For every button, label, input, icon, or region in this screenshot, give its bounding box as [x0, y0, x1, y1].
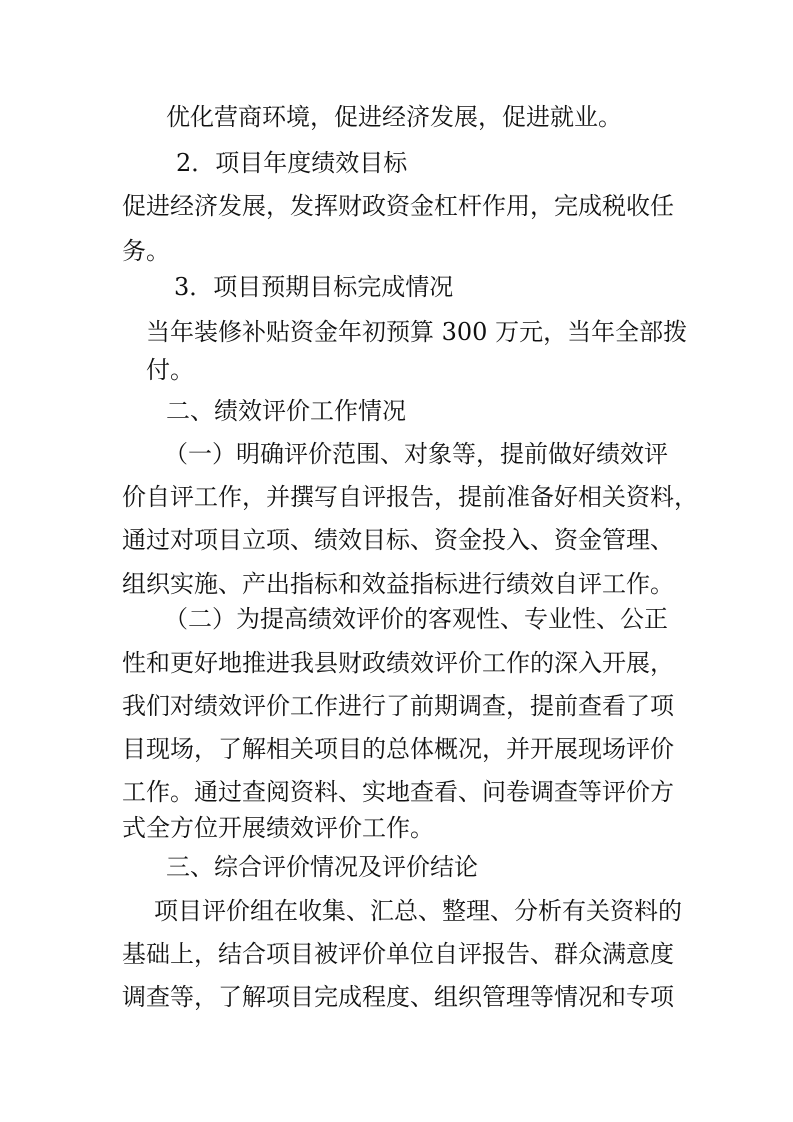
text-line: 优化营商环境，促进经济发展，促进就业。: [166, 103, 622, 131]
text-line: 性和更好地推进我县财政绩效评价工作的深入开展，: [122, 649, 674, 677]
text-line: 当年装修补贴资金年初预算 300 万元，当年全部拨: [146, 318, 688, 346]
text-line: 调查等，了解项目完成程度、组织管理等情况和专项: [122, 983, 674, 1011]
text-line: 目现场，了解相关项目的总体概况，并开展现场评价: [122, 735, 674, 763]
section-heading: 2．项目年度绩效目标: [176, 149, 408, 177]
section-heading: 三、综合评价情况及评价结论: [166, 853, 478, 881]
text-line: 工作。通过查阅资料、实地查看、问卷调查等评价方: [122, 778, 674, 806]
text-line: （一）明确评价范围、对象等，提前做好绩效评: [164, 440, 668, 468]
text-line: 付。: [146, 356, 194, 384]
section-heading: 二、绩效评价工作情况: [166, 397, 406, 425]
text-line: 式全方位开展绩效评价工作。: [122, 814, 434, 842]
text-line: 项目评价组在收集、汇总、整理、分析有关资料的: [154, 897, 682, 925]
text-line: 我们对绩效评价工作进行了前期调查，提前查看了项: [122, 692, 674, 720]
text-line: 价自评工作，并撰写自评报告，提前准备好相关资料，: [122, 483, 698, 511]
text-line: 通过对项目立项、绩效目标、资金投入、资金管理、: [122, 526, 674, 554]
text-line: 务。: [122, 237, 170, 265]
text-line: 基础上，结合项目被评价单位自评报告、群众满意度: [122, 940, 674, 968]
text-line: （二）为提高绩效评价的客观性、专业性、公正: [164, 605, 668, 633]
section-heading: 3．项目预期目标完成情况: [174, 273, 454, 301]
text-line: 组织实施、产出指标和效益指标进行绩效自评工作。: [122, 570, 674, 598]
text-line: 促进经济发展，发挥财政资金杠杆作用，完成税收任: [122, 192, 674, 220]
